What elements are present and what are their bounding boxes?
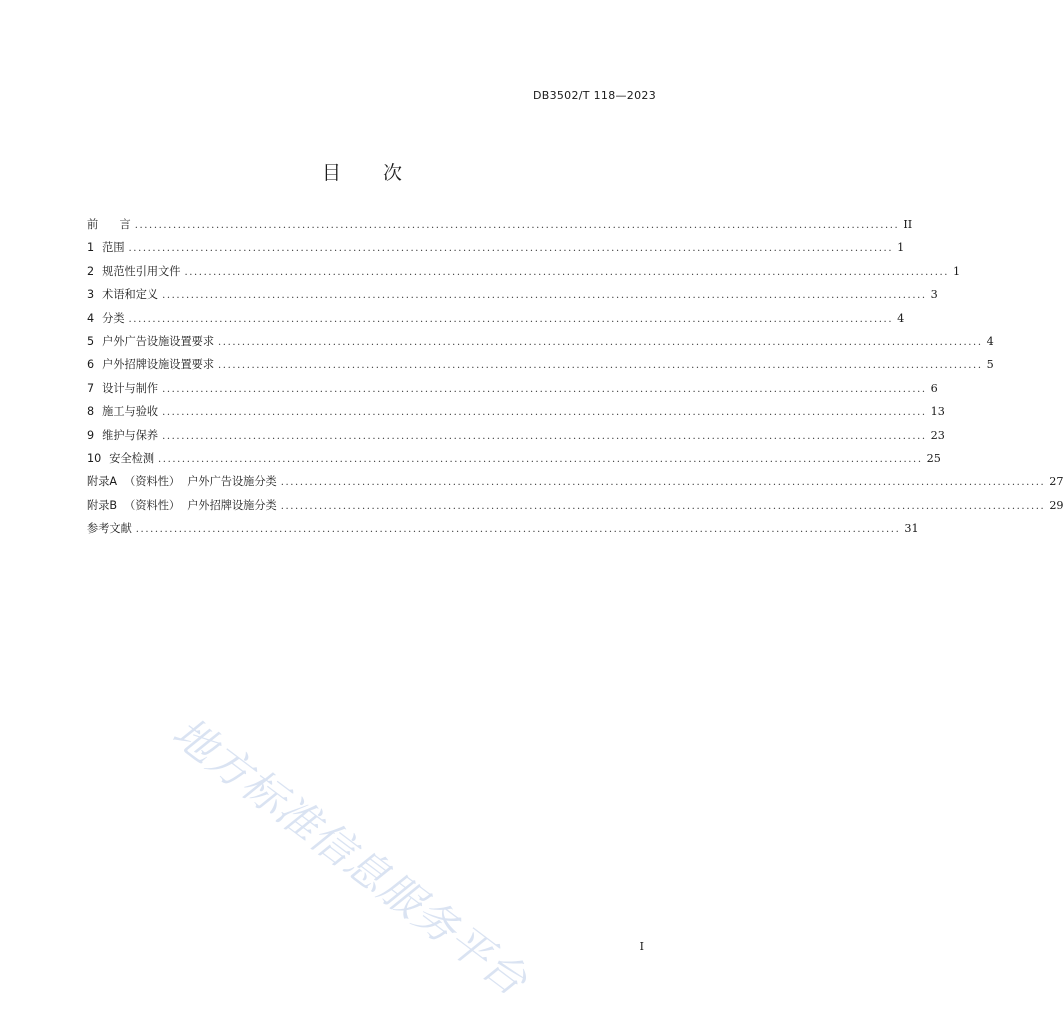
dot-leader: ................................................................................................................................................................ <box>162 407 927 419</box>
toc-entry-page: 31 <box>904 522 919 536</box>
dot-leader: ................................................................................................................................................................ <box>128 313 894 325</box>
toc-entry-page: 4 <box>986 334 994 348</box>
toc-entry-label: 维护与保养 <box>102 428 159 442</box>
toc-entry-bibliography[interactable] <box>87 520 919 543</box>
toc-entry-number: 4 <box>87 311 95 325</box>
toc-entry-number: 7 <box>87 381 95 395</box>
toc-entry-number: 8 <box>87 405 95 419</box>
toc-entry-terms-definitions[interactable] <box>87 286 938 309</box>
toc-entry-label: 施工与验收 <box>102 405 159 419</box>
dot-leader: ................................................................................................................................................................ <box>280 477 1046 489</box>
dot-leader: ................................................................................................................................................................ <box>280 500 1046 512</box>
toc-entry-page: 25 <box>926 451 941 465</box>
toc-entry-label: 分类 <box>102 311 125 325</box>
toc-entry-label: 前 言 <box>87 218 131 231</box>
toc-entry-page: 29 <box>1049 498 1064 512</box>
toc-entry-number: 5 <box>87 334 95 348</box>
toc-entry-number: 6 <box>87 358 95 372</box>
toc-entry-appendix-b[interactable] <box>87 497 1064 520</box>
toc-entry-page: 4 <box>897 311 905 325</box>
dot-leader: ................................................................................................................................................................ <box>218 360 983 372</box>
document-code: DB3502/T 118—2023 <box>532 89 656 102</box>
toc-entry-label: 户外招牌设施设置要求 <box>102 358 215 372</box>
toc-entry-label: 规范性引用文件 <box>102 264 181 278</box>
toc-entry-page: 3 <box>930 288 938 302</box>
toc-entry-page: 1 <box>897 241 905 255</box>
dot-leader: ................................................................................................................................................................ <box>162 383 927 395</box>
toc-entry-page: 27 <box>1049 475 1064 489</box>
toc-entry-classification[interactable] <box>87 310 905 333</box>
toc-entry-maintenance[interactable] <box>87 427 945 450</box>
toc-entry-construction-acceptance[interactable] <box>87 403 945 426</box>
dot-leader: ................................................................................................................................................................ <box>162 290 927 302</box>
toc-entry-label: 范围 <box>102 241 125 255</box>
toc-entry-label: 术语和定义 <box>102 288 159 302</box>
toc-entry-scope[interactable] <box>87 239 905 262</box>
toc-entry-label: 安全检测 <box>109 451 155 465</box>
watermark: 地方标准信息服务平台 <box>163 707 537 1006</box>
toc-entry-ad-requirements[interactable] <box>87 333 994 356</box>
toc-entry-number: 9 <box>87 428 95 442</box>
toc-entry-design-production[interactable] <box>87 380 938 403</box>
toc-entry-number: 1 <box>87 241 95 255</box>
dot-leader: ................................................................................................................................................................ <box>134 220 900 231</box>
toc-entry-page: 6 <box>930 381 938 395</box>
toc-entry-number: 2 <box>87 264 95 278</box>
toc-entry-page: 1 <box>953 264 961 278</box>
toc-entry-label: 附录A （资料性） 户外广告设施分类 <box>87 475 277 489</box>
toc-entry-label: 附录B （资料性） 户外招牌设施分类 <box>87 498 277 512</box>
toc-entry-signboard-requirements[interactable] <box>87 356 994 379</box>
dot-leader: ................................................................................................................................................................ <box>128 243 894 255</box>
dot-leader: ................................................................................................................................................................ <box>135 524 901 536</box>
dot-leader: ................................................................................................................................................................ <box>162 430 927 442</box>
toc-entry-page: 23 <box>930 428 945 442</box>
toc-entry-label: 参考文献 <box>87 522 132 536</box>
toc-entry-page: II <box>903 218 913 231</box>
toc-entry-label: 设计与制作 <box>102 381 159 395</box>
dot-leader: ................................................................................................................................................................ <box>218 336 983 348</box>
dot-leader: ................................................................................................................................................................ <box>184 266 950 278</box>
page-number: I <box>639 940 644 953</box>
toc-entry-appendix-a[interactable] <box>87 473 1064 496</box>
toc-list <box>87 216 1064 543</box>
toc-entry-number: 10 <box>87 451 102 465</box>
toc-entry-normative-references[interactable] <box>87 263 961 286</box>
toc-entry-label: 户外广告设施设置要求 <box>102 334 215 348</box>
dot-leader: ................................................................................................................................................................ <box>158 453 923 465</box>
toc-entry-number: 3 <box>87 288 95 302</box>
toc-entry-safety-inspection[interactable] <box>87 450 941 473</box>
toc-entry-page: 13 <box>930 405 945 419</box>
toc-title: 目 次 <box>321 162 421 184</box>
toc-entry-page: 5 <box>986 358 994 372</box>
toc-entry-foreword[interactable] <box>87 216 913 239</box>
